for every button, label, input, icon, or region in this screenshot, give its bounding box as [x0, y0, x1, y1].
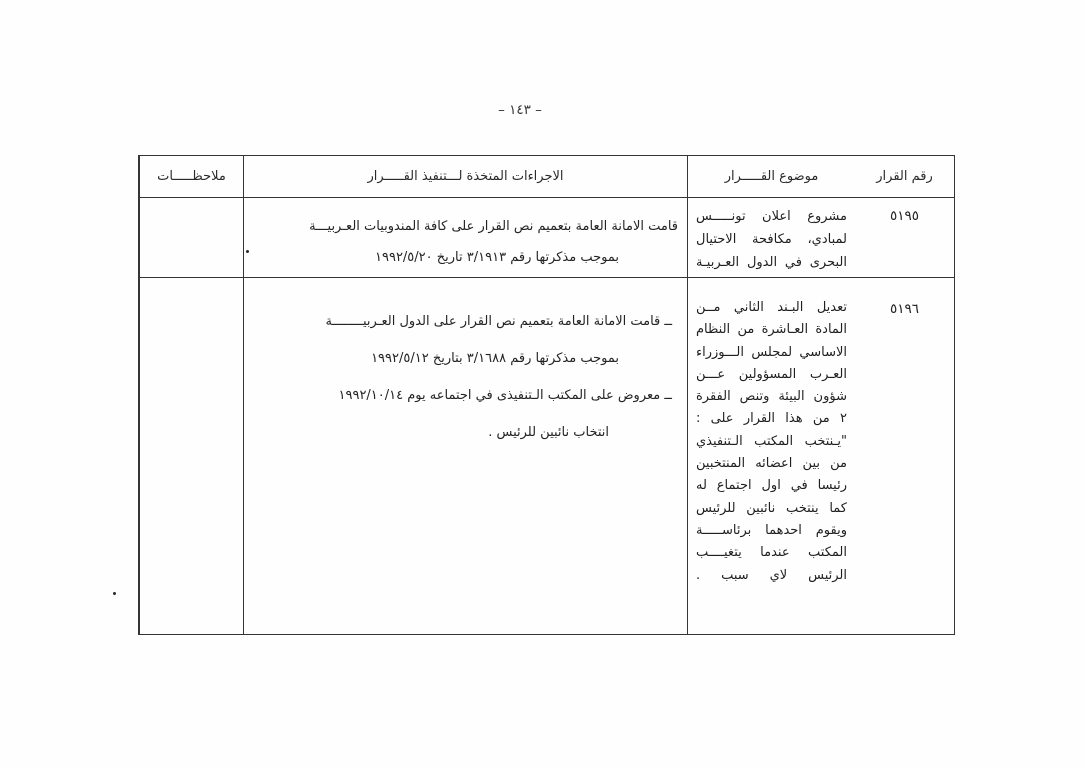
subject-line: من بين اعضائه المنتخبين	[696, 456, 847, 472]
action-item	[244, 377, 687, 451]
decision-notes-cell	[139, 198, 243, 278]
subject-line: شؤون البيئة وتنص الفقرة	[696, 389, 847, 405]
page-number: – ١٤٣ –	[498, 102, 542, 118]
scan-artifact-dot	[113, 592, 116, 595]
action-line: ــ معروض على المكتب الـتنفيذى في اجتماعه يوم ١٩٩٢/١٠/١٤	[338, 388, 672, 403]
subject-line: مشروع اعلان تونـــــس	[696, 209, 847, 224]
action-line: ــ قامت الامانة العامة بتعميم نص القرار على الدول العـربيــــــــة	[325, 314, 672, 329]
subject-line: رئيسا في اول اجتماع له	[696, 478, 847, 494]
decision-subject-cell	[687, 198, 855, 278]
action-item	[244, 303, 687, 377]
subject-line: ٢ من هذا القرار على :	[696, 411, 847, 427]
decision-actions-cell	[243, 198, 687, 278]
decision-number-cell	[855, 278, 954, 634]
subject-line: ويقوم احدهما برئاســـــة	[696, 522, 847, 538]
header-notes: ملاحظـــــات	[139, 156, 243, 198]
decision-actions-cell	[243, 278, 687, 634]
action-line: قامت الامانة العامة بتعميم نص القرار على كافة المندوبيات العـربيـــة	[309, 219, 678, 234]
decision-number-cell	[855, 198, 954, 278]
subject-line: تعديل البـند الثاني مــن	[696, 300, 847, 315]
action-line: بموجب مذكرتها رقم ٣/١٦٨٨ بتاريخ ١٩٩٢/٥/١٢	[371, 351, 619, 366]
header-actions: الاجراءات المتخذة لـــتنفيذ القـــــرار	[243, 156, 687, 198]
subject-line: الرئيس لاي سبب .	[696, 567, 847, 583]
subject-line: الاساسي لمجلس الـــوزراء	[696, 344, 847, 360]
decision-notes-cell	[139, 278, 243, 634]
decision-subject-cell	[687, 278, 855, 634]
subject-line: المكتب عندما يتغيــــب	[696, 545, 847, 561]
subject-line: البحرى في الدول العـربيـة	[696, 255, 847, 270]
decision-number: ٥١٩٦	[889, 301, 919, 317]
subject-line: "يـنتخب المكتب الـتنفيذي	[696, 433, 847, 449]
subject-line: المادة العـاشرة من النظام	[696, 322, 847, 338]
decisions-followup-table	[138, 155, 955, 635]
subject-line: لمبادي، مكافحة الاحتيال	[696, 232, 847, 247]
decision-number: ٥١٩٥	[889, 208, 919, 224]
subject-line: كما ينتخب نائبين للرئيس	[696, 500, 847, 516]
header-decision-number: رقم القرار	[855, 156, 954, 198]
scan-artifact-dot	[246, 250, 249, 253]
action-line: انتخاب نائبين للرئيس .	[488, 425, 609, 440]
header-subject: موضوع القـــــرار	[687, 156, 855, 198]
action-line: بموجب مذكرتها رقم ٣/١٩١٣ تاريخ ١٩٩٢/٥/٢٠	[375, 250, 619, 265]
subject-line: العـرب المسؤولين عـــن	[696, 366, 847, 382]
